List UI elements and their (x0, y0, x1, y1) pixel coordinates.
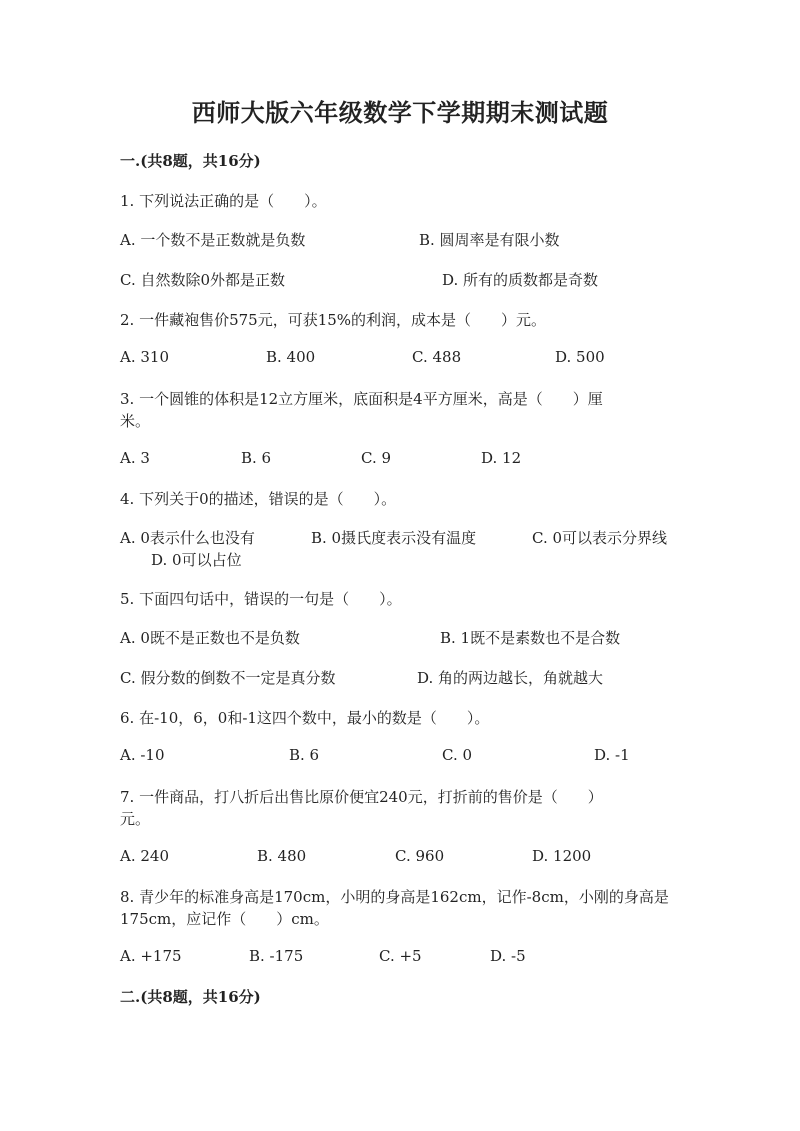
question-2-option-c: C. 488 (412, 348, 462, 366)
question-3-option-d: D. 12 (481, 449, 522, 467)
question-8-stem-line-2: 175cm，应记作（ ）cm。 (120, 910, 329, 928)
question-7-stem-line-1: 7. 一件商品，打八折后出售比原价便宜240元，打折前的售价是（ ） (120, 788, 603, 806)
question-6-option-a: A. -10 (120, 746, 165, 764)
question-8-option-a: A. +175 (120, 947, 182, 965)
question-2-stem: 2. 一件藏袍售价575元，可获15%的利润，成本是（ ）元。 (120, 311, 547, 329)
question-8-option-d: D. -5 (490, 947, 526, 965)
question-8-stem-line-1: 8. 青少年的标准身高是170cm，小明的身高是162cm，记作-8cm，小刚的身高是 (120, 888, 669, 906)
question-7-option-d: D. 1200 (532, 847, 592, 865)
question-5-option-a: A. 0既不是正数也不是负数 (120, 629, 300, 647)
question-1-option-b: B. 圆周率是有限小数 (419, 231, 560, 249)
question-4-option-d: D. 0可以占位 (151, 551, 242, 569)
question-4-option-b: B. 0摄氏度表示没有温度 (311, 529, 477, 547)
question-2-option-a: A. 310 (120, 348, 169, 366)
question-1-option-a: A. 一个数不是正数就是负数 (120, 231, 306, 249)
question-1-stem: 1. 下列说法正确的是（ ）。 (120, 192, 327, 210)
question-4-option-c: C. 0可以表示分界线 (532, 529, 668, 547)
question-8-option-b: B. -175 (249, 947, 304, 965)
question-3-stem-line-2: 米。 (120, 412, 151, 430)
page-title: 西师大版六年级数学下学期期末测试题 (191, 98, 609, 127)
question-5-option-b: B. 1既不是素数也不是合数 (440, 629, 621, 647)
question-4-stem: 4. 下列关于0的描述，错误的是（ ）。 (120, 490, 397, 508)
section-heading-2: 二.(共8题，共16分) (120, 988, 261, 1006)
question-3-option-a: A. 3 (120, 449, 150, 467)
question-5-option-c: C. 假分数的倒数不一定是真分数 (120, 669, 336, 687)
question-7-stem-line-2: 元。 (120, 810, 151, 828)
question-4-option-a: A. 0表示什么也没有 (120, 529, 255, 547)
question-1-option-d: D. 所有的质数都是奇数 (442, 271, 599, 289)
question-6-option-d: D. -1 (594, 746, 630, 764)
question-3-option-b: B. 6 (241, 449, 272, 467)
question-6-option-c: C. 0 (442, 746, 473, 764)
question-8-option-c: C. +5 (379, 947, 422, 965)
question-7-option-c: C. 960 (395, 847, 445, 865)
section-heading-1: 一.(共8题，共16分) (120, 152, 261, 170)
question-7-option-a: A. 240 (120, 847, 169, 865)
question-2-option-d: D. 500 (555, 348, 605, 366)
question-3-stem-line-1: 3. 一个圆锥的体积是12立方厘米，底面积是4平方厘米，高是（ ）厘 (120, 390, 603, 408)
question-7-option-b: B. 480 (257, 847, 307, 865)
question-5-option-d: D. 角的两边越长，角就越大 (417, 669, 604, 687)
question-3-option-c: C. 9 (361, 449, 392, 467)
question-2-option-b: B. 400 (266, 348, 316, 366)
question-6-stem: 6. 在-10，6，0和-1这四个数中，最小的数是（ ）。 (120, 709, 490, 727)
question-5-stem: 5. 下面四句话中，错误的一句是（ ）。 (120, 590, 402, 608)
question-1-option-c: C. 自然数除0外都是正数 (120, 271, 286, 289)
question-6-option-b: B. 6 (289, 746, 320, 764)
